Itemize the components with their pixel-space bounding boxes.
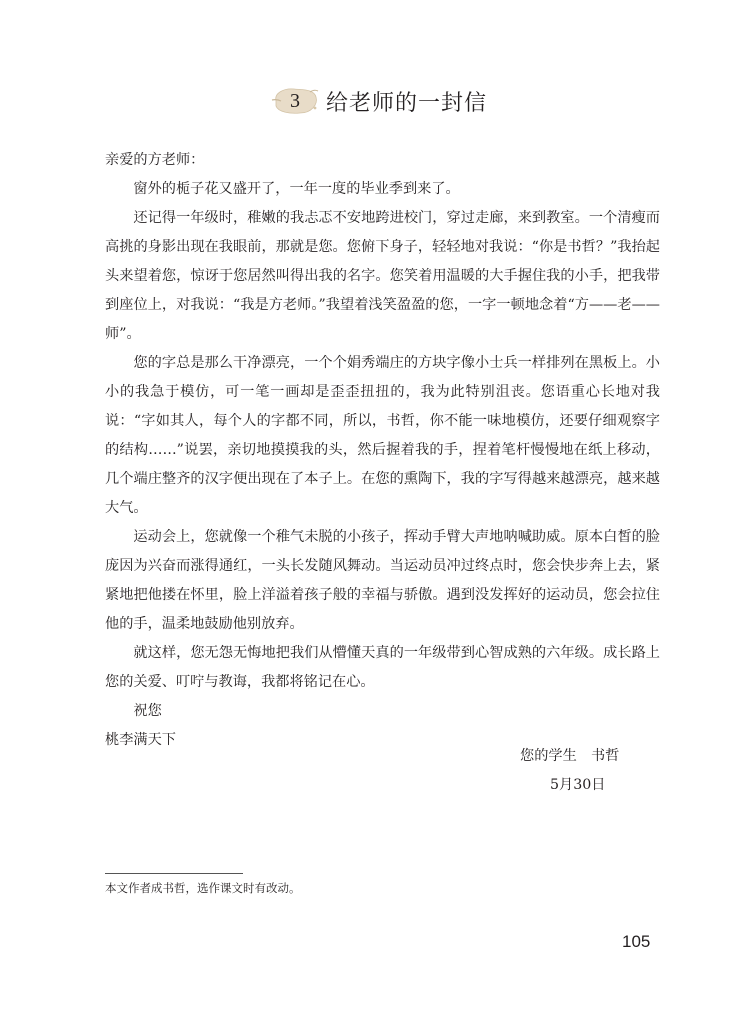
lesson-number-badge [270,84,320,118]
letter-closing: 祝您 [133,703,162,719]
letter-signature: 您的学生 书哲 [520,748,620,764]
letter-body [105,146,660,755]
lesson-title: 给老师的一封信 [326,90,488,116]
letter-paragraph: 窗外的栀子花又盛开了，一年一度的毕业季到来了。 [133,181,460,197]
lesson-number: 3 [290,90,300,112]
page-number: 105 [622,932,651,951]
footnote: 本文作者成书哲，选作课文时有改动。 [105,881,301,895]
letter-signature-block [520,742,619,800]
letter-paragraph: 您的字总是那么干净漂亮，一个个娟秀端庄的方块字像小士兵一样排列在黑板上。小小的我急于模仿，可一笔一画却是歪歪扭扭的，我为此特别沮丧。您语重心长地对我说：“字如其人，每个人的字都不同，所以，书哲，你不能一味地模仿，还要仔细观察字的结构……”说罢，亲切地摸摸我的头，然后握着我的手，捏着笔杆慢慢地在纸上移动，几个端庄整齐的汉字便出现在了本子上。在您的熏陶下，我的字写得越来越漂亮，越来越大气。 [105,355,660,516]
lesson-heading [270,80,487,122]
letter-paragraph: 运动会上，您就像一个稚气未脱的小孩子，挥动手臂大声地呐喊助威。原本白皙的脸庞因为兴奋而涨得通红，一头长发随风舞动。当运动员冲过终点时，您会快步奔上去，紧紧地把他搂在怀里，脸上洋溢着孩子般的幸福与骄傲。遇到没发挥好的运动员，您会拉住他的手，温柔地鼓励他别放弃。 [105,529,660,632]
letter-paragraph: 就这样，您无怨无悔地把我们从懵懂天真的一年级带到心智成熟的六年级。成长路上您的关爱、叮咛与教诲，我都将铭记在心。 [105,645,660,690]
footnote-divider [105,873,243,874]
letter-wish: 桃李满天下 [105,732,176,748]
letter-date: 5月30日 [550,777,606,793]
letter-paragraph: 还记得一年级时，稚嫩的我忐忑不安地跨进校门，穿过走廊，来到教室。一个清瘦而高挑的身影出现在我眼前，那就是您。您俯下身子，轻轻地对我说：“你是书哲？”我抬起头来望着您，惊讶于您居然叫得出我的名字。您笑着用温暖的大手握住我的小手，把我带到座位上，对我说：“我是方老师。”我望着浅笑盈盈的您，一字一顿地念着“方——老——师”。 [105,210,660,342]
letter-salutation: 亲爱的方老师： [105,152,205,168]
